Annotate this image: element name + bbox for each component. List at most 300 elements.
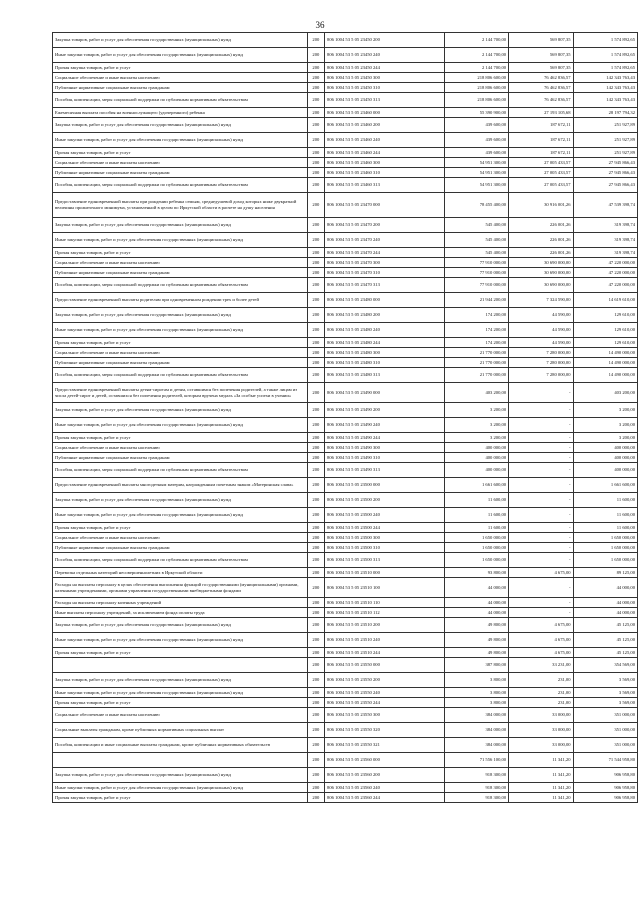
unexecuted-amount: 1 650 000,00 [573,553,637,568]
line-item-name: Социальное обеспечение и иные выплаты населению [53,443,308,453]
table-row [53,338,638,348]
table-row [53,73,638,83]
line-item-name: Расходы на выплаты персоналу в целях обеспечения выполнения функций государственными (муниципальными) органами, казенными учреждениями, органами управления государственными внебюджетными фондами [53,578,308,598]
table-row [53,568,638,578]
budget-classification-code: 806 1004 53 5 05 23550 321 [325,738,445,753]
approved-amount: 1 650 000,00 [444,543,508,553]
line-code: 200 [307,403,324,418]
executed-amount: - [509,508,573,523]
unexecuted-amount: 3 569,00 [573,673,637,688]
executed-amount: 30 690 000,00 [509,278,573,293]
approved-amount: 77 910 000,00 [444,258,508,268]
executed-amount: 4 675,00 [509,618,573,633]
table-row [53,368,638,383]
line-code: 200 [307,738,324,753]
executed-amount: 226 001,26 [509,233,573,248]
unexecuted-amount: 906 958,80 [573,768,637,783]
budget-execution-table [52,32,638,803]
line-item-name: Публичные нормативные социальные выплаты гражданам [53,268,308,278]
budget-classification-code: 806 1004 53 5 05 23470 313 [325,278,445,293]
line-code: 200 [307,673,324,688]
unexecuted-amount: 71 544 958,80 [573,753,637,768]
executed-amount: - [509,403,573,418]
table-row [53,63,638,73]
approved-amount: 2 144 700,00 [444,63,508,73]
budget-classification-code: 806 1004 53 5 05 23500 313 [325,553,445,568]
approved-amount: 918 300,00 [444,793,508,803]
unexecuted-amount: 45 125,00 [573,633,637,648]
unexecuted-amount: 906 958,80 [573,793,637,803]
unexecuted-amount: 45 125,00 [573,648,637,658]
executed-amount: 11 341,20 [509,793,573,803]
executed-amount: - [509,463,573,478]
line-item-name: Закупка товаров, работ и услуг для обеспечения государственных (муниципальных) нужд [53,618,308,633]
approved-amount: 439 600,00 [444,133,508,148]
executed-amount: - [509,433,573,443]
budget-classification-code: 806 1004 53 5 05 23550 240 [325,688,445,698]
budget-classification-code: 806 1004 53 5 05 23550 244 [325,698,445,708]
line-item-name [53,753,308,768]
unexecuted-amount: 44 000,00 [573,578,637,598]
line-code: 200 [307,793,324,803]
table-row [53,598,638,608]
executed-amount: 4 675,00 [509,633,573,648]
table-row [53,578,638,598]
table-row [53,783,638,793]
budget-classification-code: 806 1004 53 5 05 23480 244 [325,338,445,348]
budget-classification-code: 806 1004 53 5 05 23450 310 [325,83,445,93]
approved-amount: 55 390 900,00 [444,108,508,118]
line-code: 200 [307,723,324,738]
line-code: 200 [307,83,324,93]
budget-classification-code: 806 1004 53 5 05 23460 200 [325,118,445,133]
line-code: 200 [307,233,324,248]
approved-amount: 78 455 400,00 [444,193,508,218]
executed-amount: 33 231,00 [509,658,573,673]
executed-amount: 226 001,26 [509,218,573,233]
line-item-name [53,658,308,673]
unexecuted-amount: 27 945 866,43 [573,168,637,178]
approved-amount: 11 600,00 [444,508,508,523]
executed-amount: 7 324 590,00 [509,293,573,308]
approved-amount: 11 600,00 [444,523,508,533]
table-row [53,508,638,523]
executed-amount: 30 690 000,00 [509,258,573,268]
line-code: 200 [307,578,324,598]
unexecuted-amount: 14 490 000,00 [573,358,637,368]
executed-amount: 76 462 836,57 [509,83,573,93]
unexecuted-amount: 400 000,00 [573,463,637,478]
executed-amount: 27 193 105,68 [509,108,573,118]
table-row [53,293,638,308]
unexecuted-amount: 142 343 763,43 [573,83,637,93]
line-code: 200 [307,358,324,368]
line-item-name: Закупка товаров, работ и услуг для обеспечения государственных (муниципальных) нужд [53,493,308,508]
executed-amount: 569 807,35 [509,63,573,73]
approved-amount: 918 300,00 [444,783,508,793]
approved-amount: 174 200,00 [444,338,508,348]
line-code: 200 [307,383,324,403]
unexecuted-amount: 1 574 892,65 [573,33,637,48]
unexecuted-amount: 400 000,00 [573,453,637,463]
line-item-name: Расходы на выплаты персоналу казенных учреждений [53,598,308,608]
executed-amount: - [509,383,573,403]
approved-amount: 174 200,00 [444,308,508,323]
budget-classification-code: 806 1004 53 5 05 23480 300 [325,348,445,358]
line-code: 200 [307,348,324,358]
table-row [53,768,638,783]
unexecuted-amount: 142 343 763,43 [573,73,637,83]
executed-amount: 7 280 000,00 [509,368,573,383]
unexecuted-amount: 11 600,00 [573,508,637,523]
executed-amount: 4 675,00 [509,648,573,658]
table-row [53,688,638,698]
table-row [53,673,638,688]
executed-amount: 231,00 [509,673,573,688]
line-code: 200 [307,93,324,108]
approved-amount: 439 600,00 [444,118,508,133]
table-row [53,648,638,658]
budget-classification-code: 806 1004 53 5 05 23490 313 [325,463,445,478]
approved-amount: 11 600,00 [444,493,508,508]
line-item-name: Социальное обеспечение и иные выплаты населению [53,348,308,358]
line-item-name: Закупка товаров, работ и услуг для обеспечения государственных (муниципальных) нужд [53,673,308,688]
table-row [53,753,638,768]
approved-amount: 49 800,00 [444,618,508,633]
table-row [53,658,638,673]
table-row [53,443,638,453]
line-code: 200 [307,118,324,133]
unexecuted-amount: 129 610,00 [573,308,637,323]
approved-amount: 21 770 000,00 [444,368,508,383]
line-item-name: Закупка товаров, работ и услуг для обеспечения государственных (муниципальных) нужд [53,118,308,133]
approved-amount: 384 000,00 [444,738,508,753]
unexecuted-amount: 27 945 866,43 [573,178,637,193]
budget-classification-code: 806 1004 53 5 05 23460 300 [325,158,445,168]
line-item-name: Иные закупки товаров, работ и услуг для обеспечения государственных (муниципальных) нужд [53,323,308,338]
line-item-name: Публичные нормативные социальные выплаты гражданам [53,168,308,178]
line-item-name: Социальные выплаты гражданам, кроме публичных нормативных социальных выплат [53,723,308,738]
approved-amount: 384 000,00 [444,708,508,723]
line-code: 200 [307,148,324,158]
line-code: 200 [307,368,324,383]
approved-amount: 49 800,00 [444,633,508,648]
table-row [53,708,638,723]
approved-amount: 1 650 000,00 [444,553,508,568]
approved-amount: 218 806 600,00 [444,83,508,93]
line-item-name: Социальное обеспечение и иные выплаты населению [53,73,308,83]
executed-amount: 187 672,11 [509,118,573,133]
budget-classification-code: 806 1004 53 5 05 23480 310 [325,358,445,368]
budget-classification-code: 806 1004 53 5 05 23460 244 [325,148,445,158]
unexecuted-amount: 1 574 892,65 [573,48,637,63]
line-code: 200 [307,523,324,533]
approved-amount: 545 400,00 [444,233,508,248]
line-code: 200 [307,698,324,708]
line-code: 200 [307,193,324,218]
line-code: 200 [307,168,324,178]
line-code: 200 [307,608,324,618]
executed-amount: - [509,523,573,533]
line-code: 200 [307,533,324,543]
budget-classification-code: 806 1004 53 5 05 23480 200 [325,308,445,323]
table-row [53,118,638,133]
unexecuted-amount: 45 125,00 [573,618,637,633]
budget-classification-code: 806 1004 53 5 05 23450 200 [325,33,445,48]
line-code: 200 [307,708,324,723]
budget-classification-code: 806 1004 53 5 05 23560 240 [325,783,445,793]
unexecuted-amount: 319 398,74 [573,233,637,248]
executed-amount: 11 341,20 [509,768,573,783]
line-item-name: Иные закупки товаров, работ и услуг для обеспечения государственных (муниципальных) нужд [53,133,308,148]
line-item-name: Закупка товаров, работ и услуг для обеспечения государственных (муниципальных) нужд [53,403,308,418]
budget-classification-code: 806 1004 53 5 05 23500 240 [325,508,445,523]
approved-amount: 387 800,00 [444,658,508,673]
line-item-name: Социальное обеспечение и иные выплаты населению [53,533,308,543]
budget-classification-code: 806 1004 53 5 05 23500 000 [325,478,445,493]
executed-amount: 33 000,00 [509,723,573,738]
table-row [53,358,638,368]
executed-amount: 30 690 000,00 [509,268,573,278]
table-row [53,453,638,463]
line-code: 200 [307,73,324,83]
executed-amount: 76 462 836,57 [509,93,573,108]
line-code: 200 [307,63,324,73]
budget-classification-code: 806 1004 53 5 05 23480 240 [325,323,445,338]
budget-classification-code: 806 1004 53 5 05 23450 244 [325,63,445,73]
approved-amount: 49 800,00 [444,648,508,658]
unexecuted-amount: 3 200,00 [573,433,637,443]
line-code: 200 [307,278,324,293]
approved-amount: 3 200,00 [444,433,508,443]
table-row [53,383,638,403]
table-row [53,108,638,118]
budget-classification-code: 806 1004 53 5 05 23470 310 [325,268,445,278]
table-row [53,93,638,108]
unexecuted-amount: 129 610,00 [573,338,637,348]
unexecuted-amount: 14 619 610,00 [573,293,637,308]
line-code: 200 [307,783,324,793]
table-row [53,348,638,358]
line-item-name: Закупка товаров, работ и услуг для обеспечения государственных (муниципальных) нужд [53,33,308,48]
unexecuted-amount: 319 398,74 [573,248,637,258]
table-row [53,148,638,158]
unexecuted-amount: 251 927,89 [573,133,637,148]
line-code: 200 [307,768,324,783]
unexecuted-amount: 1 661 600,00 [573,478,637,493]
budget-classification-code: 806 1004 53 5 05 23560 200 [325,768,445,783]
executed-amount: - [509,443,573,453]
line-item-name: Публичные нормативные социальные выплаты гражданам [53,543,308,553]
unexecuted-amount: 44 000,00 [573,598,637,608]
table-row [53,193,638,218]
table-row [53,158,638,168]
budget-classification-code: 806 1004 53 5 05 23510 112 [325,608,445,618]
line-code: 200 [307,293,324,308]
line-item-name: Иные закупки товаров, работ и услуг для обеспечения государственных (муниципальных) нужд [53,508,308,523]
line-item-name: Прочая закупка товаров, работ и услуг [53,523,308,533]
executed-amount: 231,00 [509,698,573,708]
executed-amount: 44 590,00 [509,323,573,338]
approved-amount: 439 600,00 [444,148,508,158]
approved-amount: 93 800,00 [444,568,508,578]
unexecuted-amount: 47 539 398,74 [573,193,637,218]
budget-classification-code: 806 1004 53 5 05 23490 200 [325,403,445,418]
line-code: 200 [307,618,324,633]
unexecuted-amount: 47 220 000,00 [573,258,637,268]
executed-amount: 44 590,00 [509,308,573,323]
unexecuted-amount: 351 000,00 [573,738,637,753]
unexecuted-amount: 47 220 000,00 [573,268,637,278]
unexecuted-amount: 3 200,00 [573,418,637,433]
budget-classification-code: 806 1004 53 5 05 23500 200 [325,493,445,508]
line-item-name: Пособия, компенсации и иные социальные выплаты гражданам, кроме публичных нормативных обязательств [53,738,308,753]
unexecuted-amount: 142 343 763,43 [573,93,637,108]
table-row [53,738,638,753]
approved-amount: 3 200,00 [444,418,508,433]
approved-amount: 403 200,00 [444,383,508,403]
line-item-name: Прочая закупка товаров, работ и услуг [53,338,308,348]
approved-amount: 218 806 600,00 [444,73,508,83]
line-item-name: Публичные нормативные социальные выплаты гражданам [53,358,308,368]
table-body [53,33,638,803]
approved-amount: 400 000,00 [444,463,508,478]
table-row [53,48,638,63]
table-row [53,793,638,803]
executed-amount: - [509,543,573,553]
approved-amount: 174 200,00 [444,323,508,338]
approved-amount: 3 800,00 [444,673,508,688]
line-item-name: Иные закупки товаров, работ и услуг для обеспечения государственных (муниципальных) нужд [53,688,308,698]
budget-classification-code: 806 1004 53 5 05 23470 300 [325,258,445,268]
executed-amount: 7 280 000,00 [509,348,573,358]
executed-amount: 187 672,11 [509,148,573,158]
approved-amount: 2 144 700,00 [444,33,508,48]
executed-amount: - [509,553,573,568]
budget-classification-code: 806 1004 53 5 05 23460 000 [325,108,445,118]
line-code: 200 [307,753,324,768]
budget-classification-code: 806 1004 53 5 05 23560 244 [325,793,445,803]
line-code: 200 [307,323,324,338]
budget-classification-code: 806 1004 53 5 05 23480 313 [325,368,445,383]
line-item-name: Ежемесячная выплата пособия на военнослужащего (удочеренного) ребенка [53,108,308,118]
executed-amount: 30 916 001,26 [509,193,573,218]
budget-classification-code: 806 1004 53 5 05 23510 110 [325,598,445,608]
budget-classification-code: 806 1004 53 5 05 23550 320 [325,723,445,738]
approved-amount: 71 556 100,00 [444,753,508,768]
budget-classification-code: 806 1004 53 5 05 23550 300 [325,708,445,723]
budget-classification-code: 806 1004 53 5 05 23500 310 [325,543,445,553]
line-item-name: Прочая закупка товаров, работ и услуг [53,148,308,158]
unexecuted-amount: 129 610,00 [573,323,637,338]
table-row [53,493,638,508]
table-row [53,403,638,418]
budget-classification-code: 806 1004 53 5 05 23500 244 [325,523,445,533]
line-code: 200 [307,648,324,658]
budget-classification-code: 806 1004 53 5 05 23470 000 [325,193,445,218]
table-row [53,323,638,338]
line-code: 200 [307,463,324,478]
unexecuted-amount: 403 200,00 [573,383,637,403]
unexecuted-amount: 251 927,89 [573,118,637,133]
executed-amount: 4 675,00 [509,568,573,578]
table-row [53,433,638,443]
table-row [53,533,638,543]
unexecuted-amount: 3 569,00 [573,698,637,708]
line-code: 200 [307,433,324,443]
approved-amount: 545 400,00 [444,248,508,258]
line-code: 200 [307,553,324,568]
budget-classification-code: 806 1004 53 5 05 23510 200 [325,618,445,633]
table-row [53,723,638,738]
unexecuted-amount: 11 600,00 [573,523,637,533]
line-code: 200 [307,33,324,48]
executed-amount: - [509,608,573,618]
budget-classification-code: 806 1004 53 5 05 23490 300 [325,443,445,453]
line-code: 200 [307,268,324,278]
executed-amount: 7 280 000,00 [509,358,573,368]
executed-amount: 27 005 433,57 [509,168,573,178]
budget-classification-code: 806 1004 53 5 05 23480 000 [325,293,445,308]
approved-amount: 918 300,00 [444,768,508,783]
line-item-name: Предоставление единовременной выплаты многодетным матерям, награжденным почетным знаком «Материнская слава» [53,478,308,493]
line-item-name: Закупка товаров, работ и услуг для обеспечения государственных (муниципальных) нужд [53,768,308,783]
line-item-name: Предоставление единовременной выплаты детям-сиротам и детям, оставшимся без попечения родителей, а также лицам из числа детей-сирот и детей, оставшихся без попечения родителей, которым вручена медаль «За особые успехи в учении» [53,383,308,403]
line-code: 200 [307,568,324,578]
approved-amount: 44 000,00 [444,608,508,618]
line-item-name: Пособия, компенсации, меры социальной поддержки по публичным нормативным обязательствам [53,463,308,478]
approved-amount: 3 800,00 [444,688,508,698]
table-row [53,133,638,148]
table-row [53,278,638,293]
budget-classification-code: 806 1004 53 5 05 23450 300 [325,73,445,83]
budget-classification-code: 806 1004 53 5 05 23470 240 [325,233,445,248]
unexecuted-amount: 11 600,00 [573,493,637,508]
approved-amount: 77 910 000,00 [444,268,508,278]
approved-amount: 54 951 300,00 [444,158,508,168]
line-item-name: Прочая закупка товаров, работ и услуг [53,793,308,803]
executed-amount: - [509,478,573,493]
approved-amount: 3 200,00 [444,403,508,418]
line-item-name: Социальное обеспечение и иные выплаты населению [53,258,308,268]
budget-classification-code: 806 1004 53 5 05 23460 240 [325,133,445,148]
line-item-name: Иные выплаты персоналу учреждений, за исключением фонда оплаты труда [53,608,308,618]
executed-amount: 187 672,11 [509,133,573,148]
line-item-name: Пособия, компенсации, меры социальной поддержки по публичным нормативным обязательствам [53,368,308,383]
line-code: 200 [307,658,324,673]
budget-classification-code: 806 1004 53 5 05 23490 244 [325,433,445,443]
line-item-name: Прочая закупка товаров, работ и услуг [53,698,308,708]
line-code: 200 [307,493,324,508]
budget-classification-code: 806 1004 53 5 05 23500 300 [325,533,445,543]
approved-amount: 3 800,00 [444,698,508,708]
line-item-name: Иные закупки товаров, работ и услуг для обеспечения государственных (муниципальных) нужд [53,633,308,648]
line-code: 200 [307,688,324,698]
line-item-name: Прочая закупка товаров, работ и услуг [53,248,308,258]
table-row [53,608,638,618]
approved-amount: 44 000,00 [444,578,508,598]
line-code: 200 [307,218,324,233]
approved-amount: 54 951 300,00 [444,168,508,178]
line-item-name: Пособия, компенсации, меры социальной поддержки по публичным нормативным обязательствам [53,553,308,568]
unexecuted-amount: 89 125,00 [573,568,637,578]
line-item-name: Иные закупки товаров, работ и услуг для обеспечения государственных (муниципальных) нужд [53,233,308,248]
approved-amount: 1 650 000,00 [444,533,508,543]
executed-amount: - [509,493,573,508]
budget-classification-code: 806 1004 53 5 05 23470 244 [325,248,445,258]
approved-amount: 21 944 200,00 [444,293,508,308]
line-code: 200 [307,633,324,648]
